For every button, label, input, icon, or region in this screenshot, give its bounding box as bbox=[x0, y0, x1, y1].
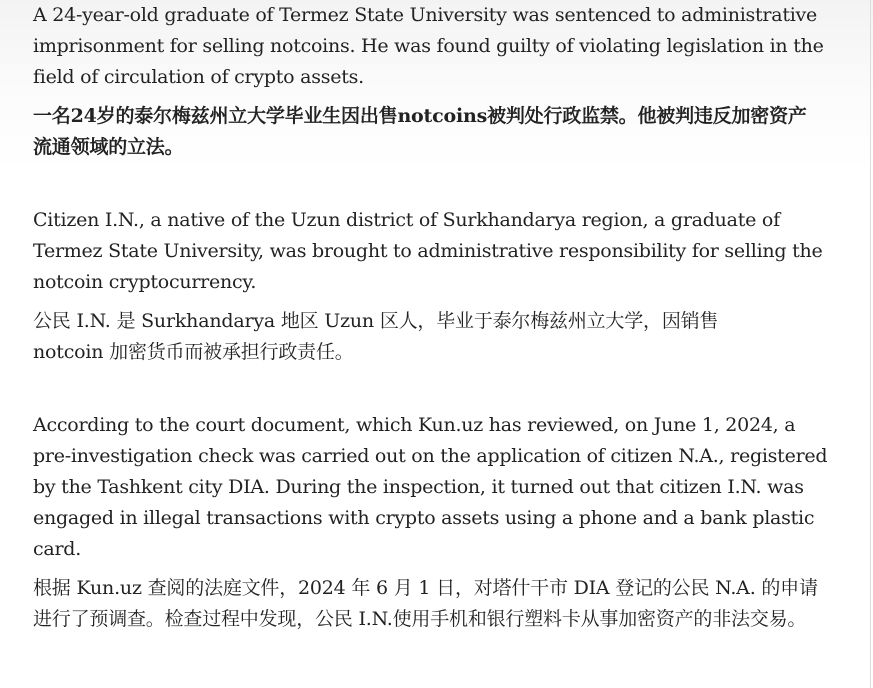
paragraph-2-zh: 公民 I.N. 是 Surkhandarya 地区 Uzun 区人，毕业于泰尔梅兹州立大学，因销售 notcoin 加密货币而被承担行政责任。 bbox=[33, 310, 719, 363]
lead-paragraph-en: A 24-year-old graduate of Termez State University was sentenced to administrative imprisonment for selling notcoins. He was found guilty of violating legislation in the field of circulation of crypto assets. bbox=[33, 4, 824, 88]
paragraph-3-zh: 根据 Kun.uz 查阅的法庭文件，2024 年 6 月 1 日，对塔什干市 DIA 登记的公民 N.A. 的申请进行了预调查。检查过程中发现，公民 I.N.使用手机和银行塑料卡从事加密资产的非法交易。 bbox=[33, 577, 818, 630]
paragraph-3-en: According to the court document, which Kun.uz has reviewed, on June 1, 2024, a pre-investigation check was carried out on the application of citizen N.A., registered by the Tashkent city DIA. During the inspection, it turned out that citizen I.N. was engaged in illegal transactions with crypto assets using a phone and a bank plastic card. bbox=[33, 414, 828, 560]
lead-paragraph-zh: 一名24岁的泰尔梅兹州立大学毕业生因出售notcoins被判处行政监禁。他被判违反加密资产流通领域的立法。 bbox=[33, 105, 807, 158]
paragraph-2-en: Citizen I.N., a native of the Uzun district of Surkhandarya region, a graduate of Termez State University, was brought to administrative responsibility for selling the notcoin cryptocurrency. bbox=[33, 209, 823, 293]
page-edge-divider bbox=[870, 0, 871, 688]
